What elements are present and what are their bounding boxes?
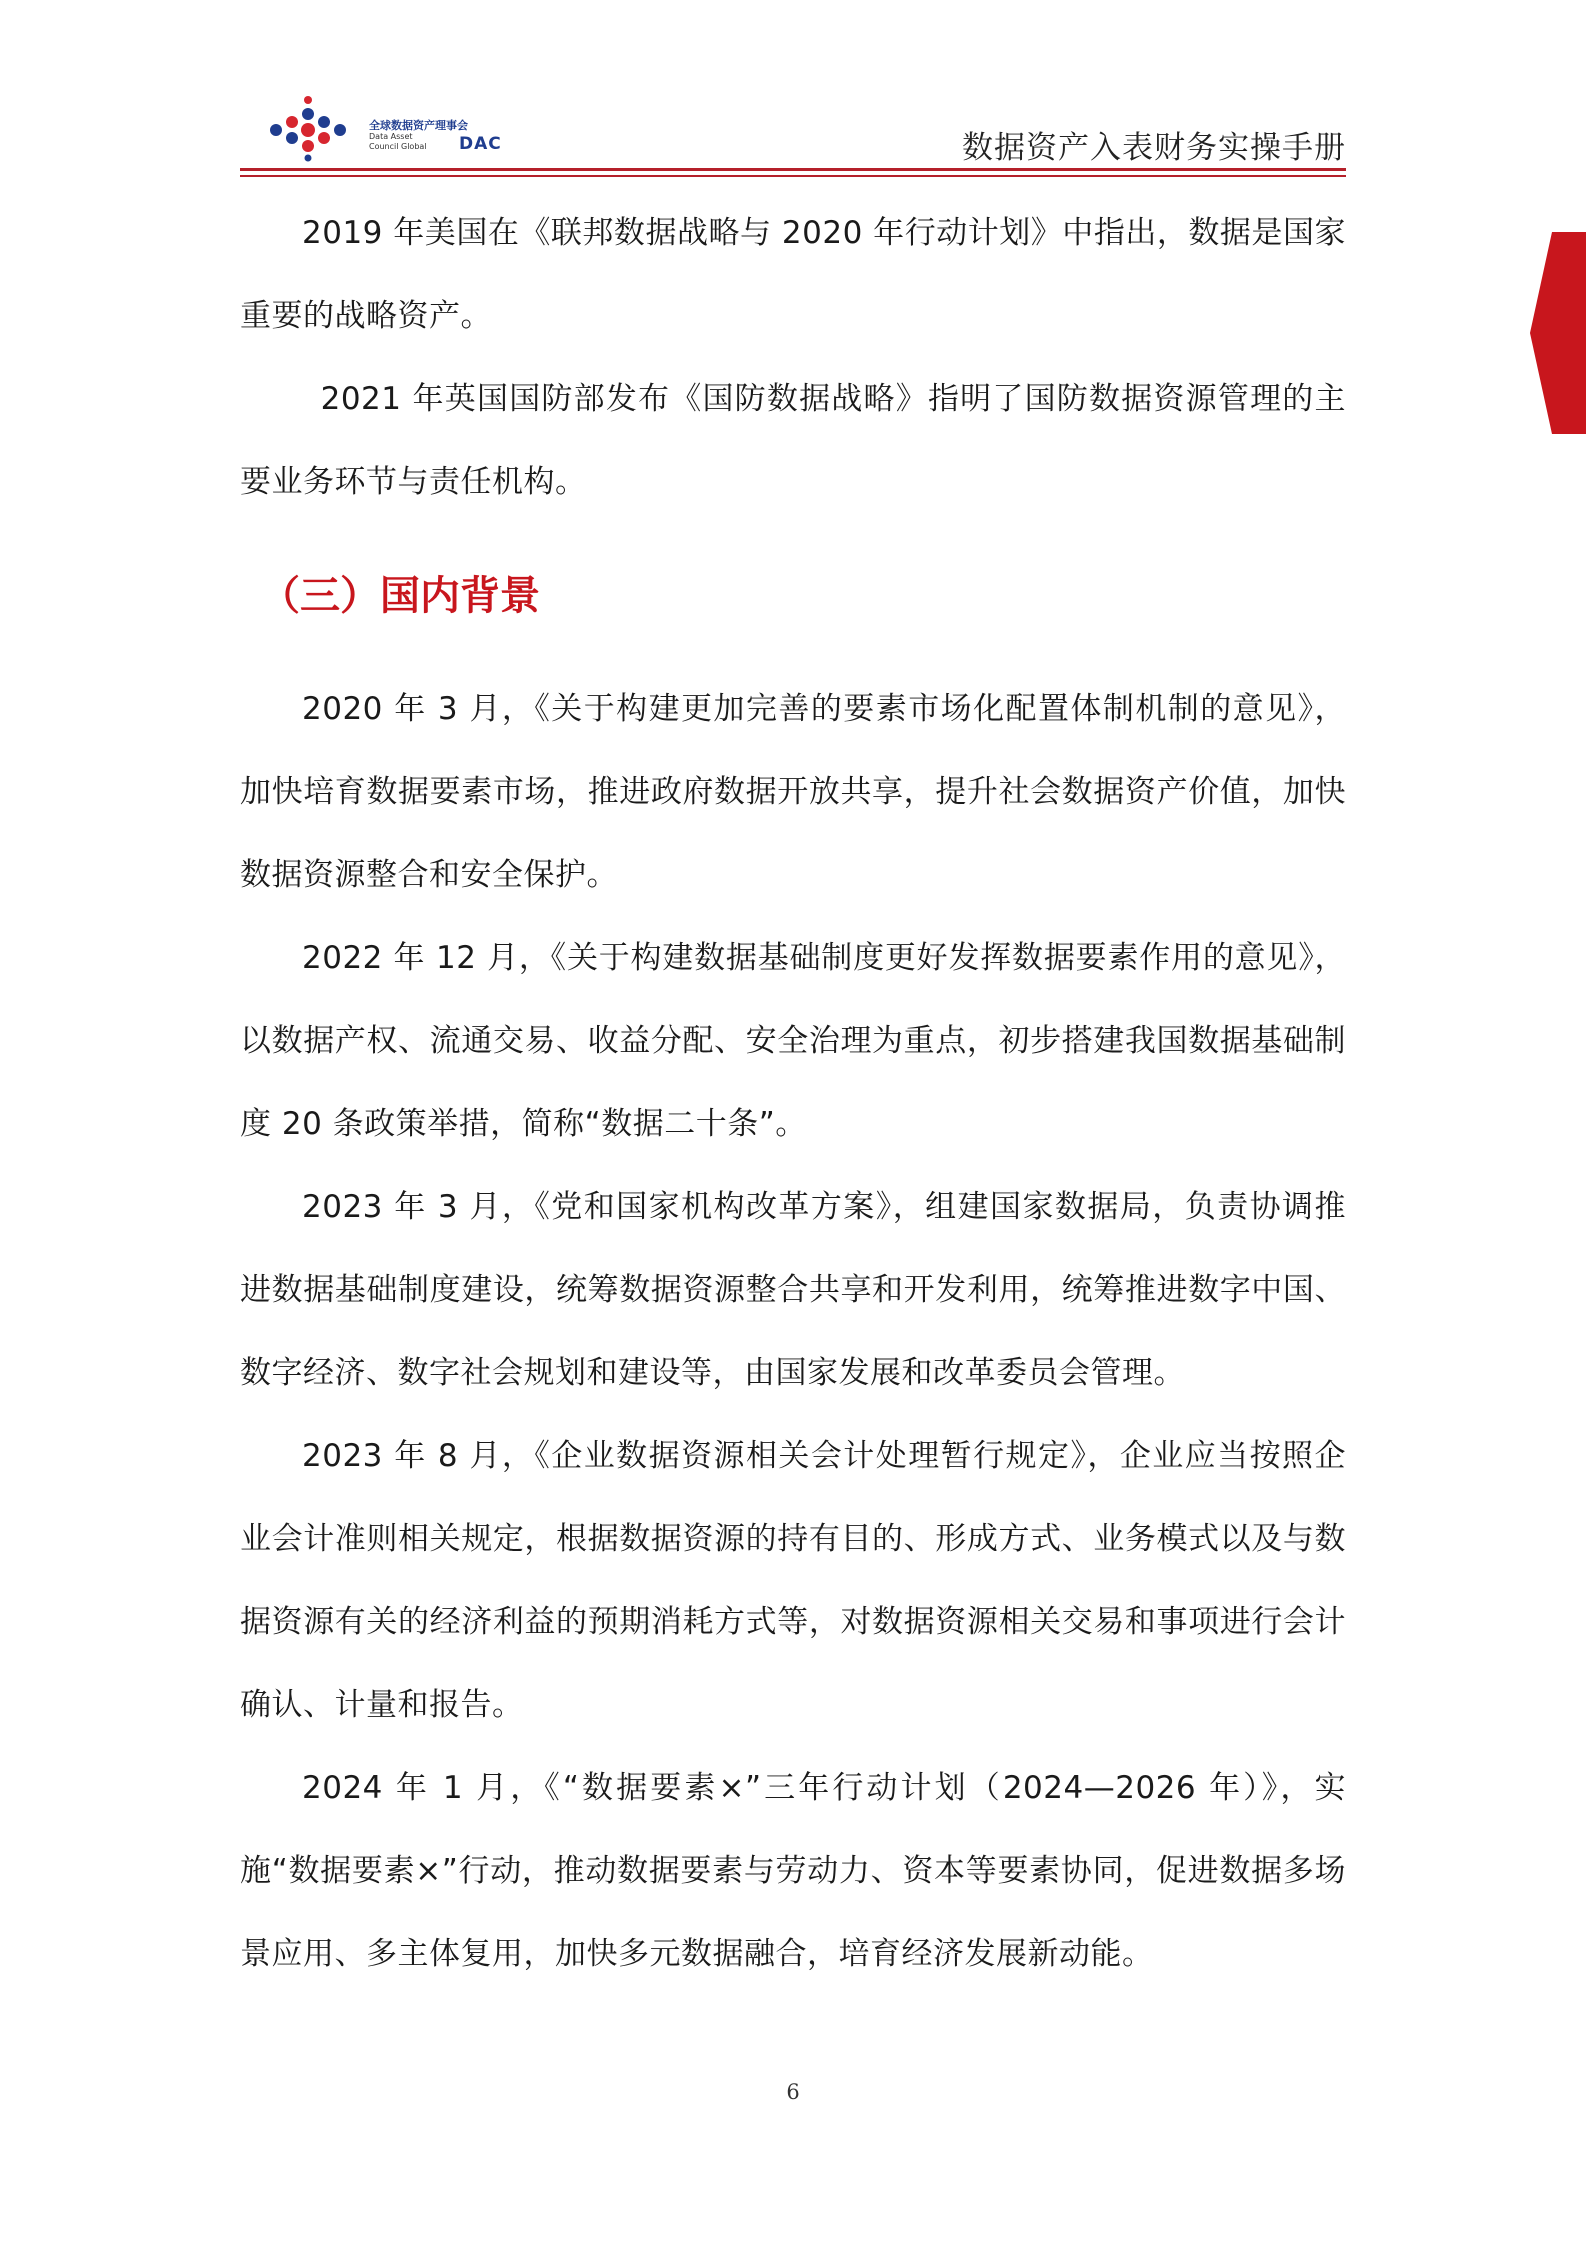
page-number: 6 <box>786 2080 800 2104</box>
corner-tab-icon <box>1530 232 1586 434</box>
dac-logo <box>254 92 514 162</box>
logo-en-line2: Council Global <box>369 142 427 151</box>
logo-en-line1: Data Asset <box>369 132 413 141</box>
paragraph-2023-08: 2023 年 8 月，《企业数据资源相关会计处理暂行规定》，企业应当按照企业会计准则相关规定，根据数据资源的持有目的、形成方式、业务模式以及与数据资源有关的经济利益的预期消耗方式等，对数据资源相关交易和事项进行会计确认、计量和报告。 <box>240 1438 1346 1723</box>
paragraph-2024-01: 2024 年 1 月，《“数据要素×”三年行动计划（2024—2026 年）》，实施“数据要素×”行动，推动数据要素与劳动力、资本等要素协同，促进数据多场景应用、多主体复用，加快多元数据融合，培育经济发展新动能。 <box>240 1770 1346 1972</box>
header-rule-top <box>240 168 1346 171</box>
section-title: （三）国内背景 <box>260 573 540 619</box>
page-header <box>240 84 1346 180</box>
logo-cn: 全球数据资产理事会 <box>369 119 468 132</box>
paragraph-2020-03: 2020 年 3 月，《关于构建更加完善的要素市场化配置体制机制的意见》，加快培育数据要素市场，推进政府数据开放共享，提升社会数据资产价值，加快数据资源整合和安全保护。 <box>240 691 1346 893</box>
page-content <box>240 192 1346 1996</box>
logo-abbr: DAC <box>459 134 502 154</box>
paragraph-uk-strategy: 2021 年英国国防部发布《国防数据战略》指明了国防数据资源管理的主要业务环节与责任机构。 <box>240 381 1346 500</box>
dac-logo-mark-icon <box>254 92 364 162</box>
header-title: 数据资产入表财务实操手册 <box>962 130 1346 166</box>
paragraph-2023-03: 2023 年 3 月，《党和国家机构改革方案》，组建国家数据局，负责协调推进数据基础制度建设，统筹数据资源整合共享和开发利用，统筹推进数字中国、数字经济、数字社会规划和建设等，由国家发展和改革委员会管理。 <box>240 1189 1346 1391</box>
paragraph-2022-12: 2022 年 12 月，《关于构建数据基础制度更好发挥数据要素作用的意见》，以数据产权、流通交易、收益分配、安全治理为重点，初步搭建我国数据基础制度 20 条政策举措，简称“数据二十条”。 <box>240 940 1346 1142</box>
logo-text <box>369 120 468 152</box>
paragraph-us-strategy: 2019 年美国在《联邦数据战略与 2020 年行动计划》中指出，数据是国家重要的战略资产。 <box>240 215 1346 334</box>
header-rule-bottom <box>240 175 1346 177</box>
